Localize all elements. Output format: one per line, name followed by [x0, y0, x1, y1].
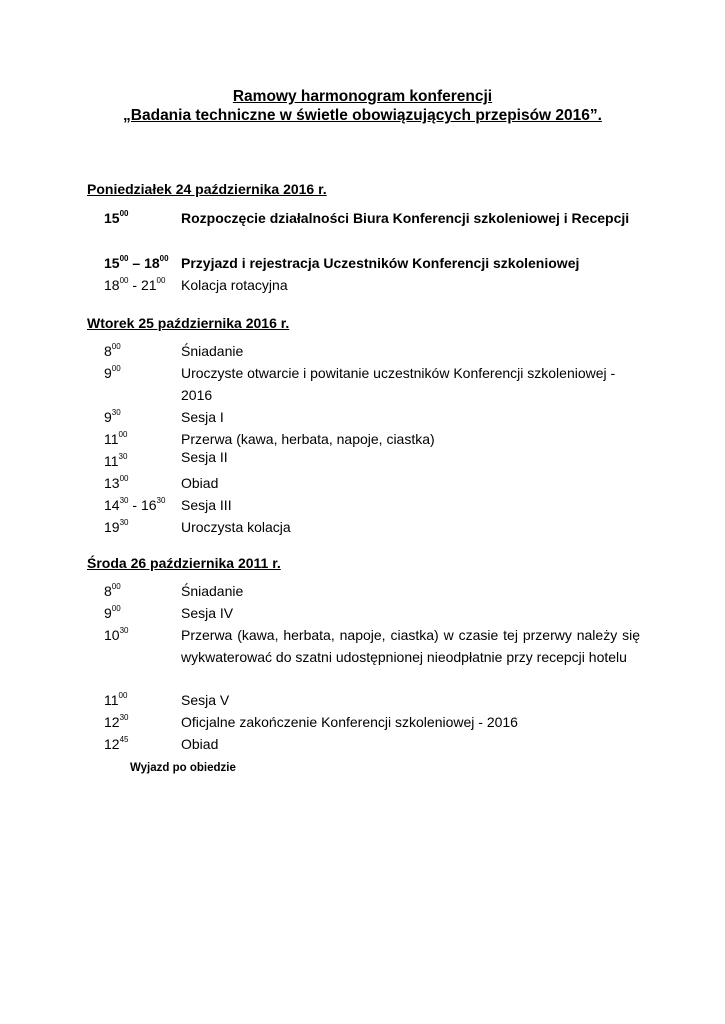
time-slot: $12^{30}$ — [104, 713, 129, 730]
time-slot: $18^{00} - 21^{00}$ — [104, 276, 166, 293]
time-slot: $11^{00}$ — [104, 430, 128, 447]
event-description: Kolacja rotacyjna — [181, 277, 288, 293]
event-description: Uroczyste otwarcie i powitanie uczestników Konferencji szkoleniowej - 2016 — [181, 365, 616, 403]
schedule-row — [104, 340, 640, 362]
event-description: Oficjalne zakończenie Konferencji szkoleniowej - 2016 — [181, 714, 518, 730]
schedule-row — [104, 450, 640, 472]
schedule-row — [104, 602, 640, 624]
document-title — [0, 87, 725, 125]
time-slot: $14^{30} - 16^{30}$ — [104, 496, 166, 513]
event-description: Śniadanie — [181, 343, 244, 359]
event-description: Sesja III — [181, 497, 232, 513]
schedule-row — [104, 362, 640, 406]
event-description: Rozpoczęcie działalności Biura Konferencji szkoleniowej i Recepcji — [181, 210, 630, 226]
time-slot: $15^{00} - 18^{00}$ — [104, 254, 169, 271]
time-slot: $9^{00}$ — [104, 364, 121, 381]
schedule-row — [104, 733, 640, 755]
time-slot: $9^{30}$ — [104, 408, 121, 425]
time-slot: $13^{00}$ — [104, 474, 129, 491]
day-heading-monday: Poniedziałek 24 października 2016 r. — [87, 181, 327, 197]
event-description: Przerwa (kawa, herbata, napoje, ciastka) w czasie tej przerwy należy się wykwaterować do szatni udostępnionej nieodpłatnie przy recepcji hotelu — [181, 627, 640, 665]
event-description: Sesja II — [181, 449, 228, 465]
title-line-2: „Badania techniczne w świetle obowiązujących przepisów 2016”. — [123, 107, 602, 124]
schedule-row — [104, 207, 640, 229]
time-slot: $19^{30}$ — [104, 518, 129, 535]
schedule-row — [104, 689, 640, 711]
time-slot: $9^{00}$ — [104, 604, 121, 621]
time-slot: $11^{30}$ — [104, 452, 128, 469]
time-slot: $11^{00}$ — [104, 691, 128, 708]
event-description: Obiad — [181, 475, 219, 491]
schedule-row — [104, 516, 640, 538]
time-slot: $10^{30}$ — [104, 626, 129, 643]
day-heading-wednesday: Środa 26 października 2011 r. — [87, 555, 281, 571]
event-description: Sesja I — [181, 409, 224, 425]
event-description: Śniadanie — [181, 583, 244, 599]
schedule-row — [104, 580, 640, 602]
event-description: Obiad — [181, 736, 219, 752]
schedule-row — [104, 252, 640, 274]
departure-note: Wyjazd po obiedzie — [130, 762, 236, 774]
time-slot: $8^{00}$ — [104, 342, 121, 359]
time-slot: $12^{45}$ — [104, 735, 129, 752]
event-description: Przyjazd i rejestracja Uczestników Konferencji szkoleniowej — [181, 255, 580, 271]
time-slot: $15^{00}$ — [104, 209, 129, 226]
schedule-row — [104, 274, 640, 296]
schedule-row — [104, 624, 640, 668]
schedule-row — [104, 472, 640, 494]
event-description: Sesja IV — [181, 605, 234, 621]
schedule-row — [104, 406, 640, 428]
title-line-1: Ramowy harmonogram konferencji — [232, 88, 493, 105]
schedule-row — [104, 494, 640, 516]
event-description: Sesja V — [181, 692, 230, 708]
day-heading-tuesday: Wtorek 25 października 2016 r. — [87, 315, 290, 331]
schedule-row — [104, 711, 640, 733]
event-description: Uroczysta kolacja — [181, 519, 291, 535]
event-description: Przerwa (kawa, herbata, napoje, ciastka) — [181, 431, 435, 447]
time-slot: $8^{00}$ — [104, 582, 121, 599]
